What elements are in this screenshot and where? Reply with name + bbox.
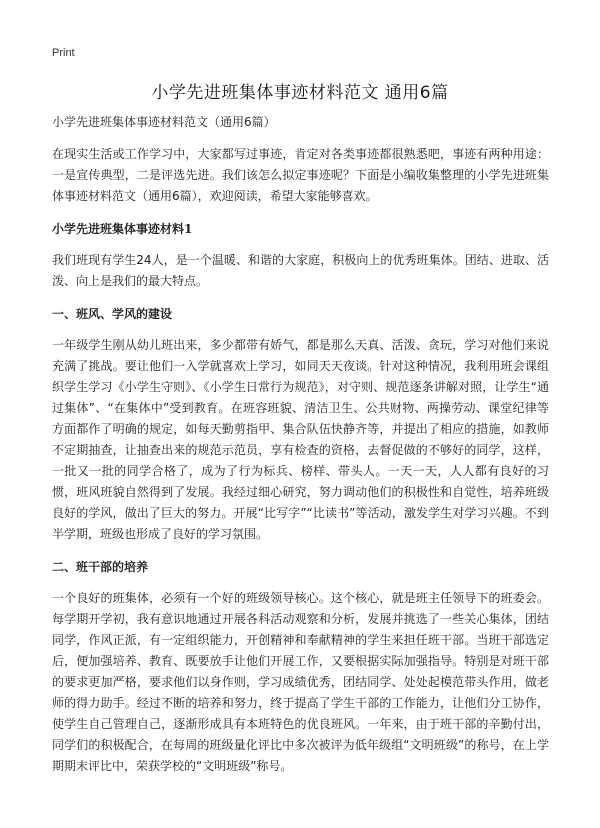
article-heading: 小学先进班集体事迹材料1 [52, 222, 193, 236]
lead-paragraph: 我们班现有学生24人，是一个温暖、和谐的大家庭，积极向上的优秀班集体。团结、进取、活泼、向上是我们的最大特点。 [52, 253, 549, 288]
article-subtitle: 小学先进班集体事迹材料范文（通用6篇） [52, 115, 276, 129]
intro-paragraph: 在现实生活或工作学习中，大家都写过事迹，肯定对各类事迹都很熟悉吧，事迹有两种用途：一是宣传典型，二是评选先进。我们该怎么拟定事迹呢？下面是小编收集整理的小学先进班集体事迹材料范文（通用6篇），欢迎阅读，希望大家能够喜欢。 [52, 147, 549, 203]
section-body-class-style: 一年级学生刚从幼儿班出来，多少都带有娇气，都是那么天真、活泼、贪玩，学习对他们来说充满了挑战。要让他们一入学就喜欢上学习，如同天天夜谈。针对这种情况，我利用班会课组织学生学习《小学生守则》、《小学生日常行为规范》，对守则、规范逐条讲解对照，让学生“通过集体”、“在集体中”受到教育。在班容班貌、清洁卫生、公共财物、两操劳动、课堂纪律等方面都作了明确的规定，如每天勤剪指甲、集合队伍快静齐等，并提出了相应的措施，如教师不定期抽查，让抽查出来的规范示范员，享有检查的资格，去督促做的不够好的同学，这样，一批又一批的同学合格了，成为了行为标兵、榜样、带头人。一天一天，人人都有良好的习惯，班风班貌自然得到了发展。我经过细心研究，努力调动他们的积极性和自觉性，培养班级良好的学风，做出了巨大的努力。开展“比写字”“比读书”等活动，激发学生对学习兴趣。不到半学期，班级也形成了良好的学习氛围。 [52, 338, 549, 541]
page-title: 小学先进班集体事迹材料范文 通用6篇 [151, 83, 449, 103]
section-heading-class-cadres: 二、班干部的培养 [52, 560, 149, 574]
section-body-class-cadres: 一个良好的班集体，必须有一个好的班级领导核心。这个核心，就是班主任领导下的班委会。每学期开学初，我有意识地通过开展各科活动观察和分析，发展并挑选了一些关心集体，团结同学，作风正派，有一定组织能力，开创精神和奉献精神的学生来担任班干部。当班干部选定后，便加强培养、教育、既要放手让他们开展工作，又要根据实际加强指导。特别是对班干部的要求更加严格，要求他们以身作则，学习成绩优秀，团结同学、处处起模范带头作用，做老师的得力助手。经过不断的培养和努力，终于提高了学生干部的工作能力，让他们分工协作，使学生自己管理自己，逐渐形成具有本班特色的优良班风。一年来，由于班干部的辛勤付出，同学们的积极配合，在每周的班级量化评比中多次被评为低年级组“文明班级”的称号，在上学期期末评比中，荣获学校的“文明班级”称号。 [52, 591, 549, 773]
article-content [52, 112, 549, 789]
section-heading-class-style: 一、班风、学风的建设 [52, 307, 173, 321]
print-link[interactable]: Print [52, 47, 75, 59]
